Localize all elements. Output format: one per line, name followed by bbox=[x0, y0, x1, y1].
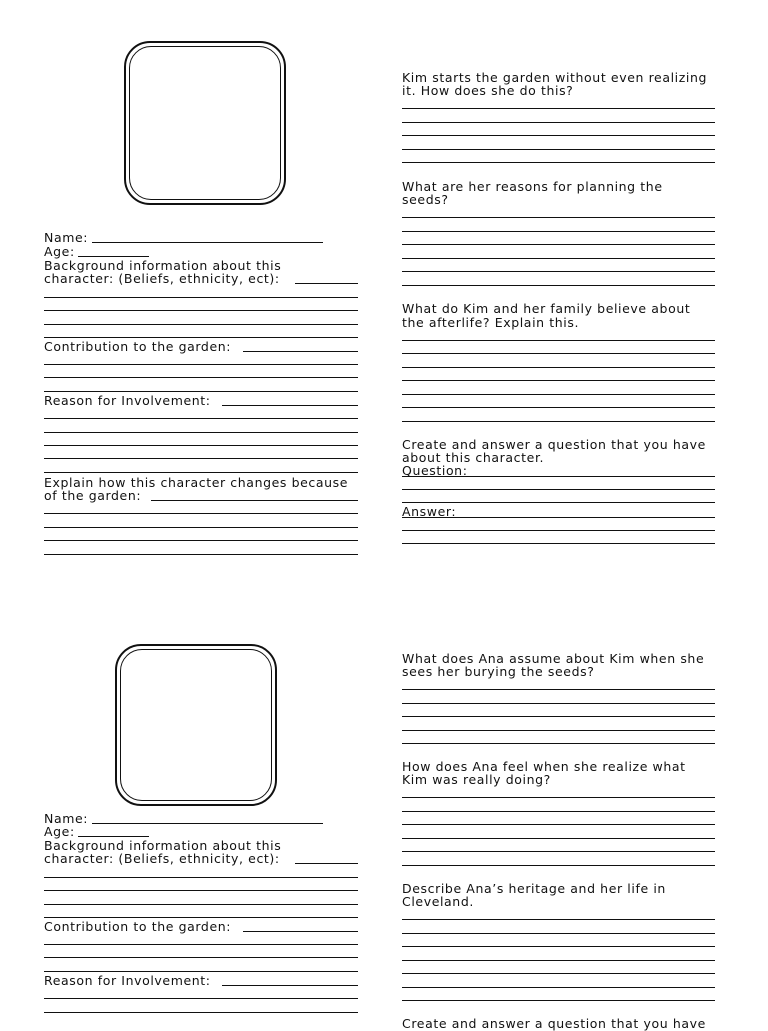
character-portrait-box-2 bbox=[115, 644, 277, 806]
s1-question-2a: What are her reasons for planning the bbox=[402, 179, 663, 194]
contribution-label-1: Contribution to the garden: bbox=[44, 339, 232, 354]
answer-line[interactable] bbox=[44, 472, 358, 473]
s2-question-1a: What does Ana assume about Kim when she bbox=[402, 651, 705, 666]
answer-line[interactable] bbox=[44, 1012, 358, 1013]
s2-question-1b: sees her burying the seeds? bbox=[402, 664, 595, 679]
answer-line[interactable] bbox=[402, 489, 715, 490]
s2-question-2a: How does Ana feel when she realize what bbox=[402, 759, 686, 774]
answer-line[interactable] bbox=[402, 244, 715, 245]
background-field-2[interactable] bbox=[295, 863, 358, 864]
background-label-1a: Background information about this bbox=[44, 258, 282, 273]
s2-question-3a: Describe Ana’s heritage and her life in bbox=[402, 881, 666, 896]
answer-line[interactable] bbox=[44, 957, 358, 958]
answer-line[interactable] bbox=[402, 394, 715, 395]
explain-field-1[interactable] bbox=[151, 500, 358, 501]
s2-create-label-a: Create and answer a question that you have bbox=[402, 1016, 706, 1031]
answer-line[interactable] bbox=[44, 297, 358, 298]
answer-line[interactable] bbox=[44, 391, 358, 392]
explain-label-1b: of the garden: bbox=[44, 488, 142, 503]
answer-line[interactable] bbox=[44, 513, 358, 514]
answer-line[interactable] bbox=[44, 418, 358, 419]
age-field-2[interactable] bbox=[78, 836, 149, 837]
answer-line[interactable] bbox=[44, 554, 358, 555]
answer-line[interactable] bbox=[402, 1000, 715, 1001]
s1-question-1b: it. How does she do this? bbox=[402, 83, 574, 98]
answer-line[interactable] bbox=[402, 987, 715, 988]
s1-create-label-b: about this character. bbox=[402, 450, 545, 465]
answer-line[interactable] bbox=[402, 285, 715, 286]
reason-label-1: Reason for Involvement: bbox=[44, 393, 211, 408]
background-field-1[interactable] bbox=[295, 283, 358, 284]
answer-line[interactable] bbox=[44, 364, 358, 365]
answer-line[interactable] bbox=[402, 502, 715, 503]
answer-line[interactable] bbox=[402, 838, 715, 839]
character-portrait-box-1 bbox=[124, 41, 286, 205]
contribution-field-2[interactable] bbox=[243, 931, 358, 932]
answer-line[interactable] bbox=[44, 944, 358, 945]
name-field-1[interactable] bbox=[92, 242, 323, 243]
age-label-1: Age: bbox=[44, 244, 75, 259]
answer-line[interactable] bbox=[402, 851, 715, 852]
answer-line[interactable] bbox=[44, 324, 358, 325]
name-label-1: Name: bbox=[44, 230, 89, 245]
contribution-label-2: Contribution to the garden: bbox=[44, 919, 232, 934]
s1-question-3b: the afterlife? Explain this. bbox=[402, 315, 580, 330]
s1-question-2b: seeds? bbox=[402, 192, 449, 207]
answer-line[interactable] bbox=[402, 367, 715, 368]
contribution-field-1[interactable] bbox=[243, 351, 358, 352]
answer-line[interactable] bbox=[402, 353, 715, 354]
answer-line[interactable] bbox=[44, 432, 358, 433]
answer-line[interactable] bbox=[44, 445, 358, 446]
answer-line[interactable] bbox=[402, 162, 715, 163]
answer-line[interactable] bbox=[402, 946, 715, 947]
answer-line[interactable] bbox=[402, 122, 715, 123]
background-label-2a: Background information about this bbox=[44, 838, 282, 853]
s1-answer-label: Answer: bbox=[402, 504, 457, 519]
name-label-2: Name: bbox=[44, 811, 89, 826]
answer-line[interactable] bbox=[402, 108, 715, 109]
explain-label-1a: Explain how this character changes because bbox=[44, 475, 349, 490]
background-label-2b: character: (Beliefs, ethnicity, ect): bbox=[44, 851, 280, 866]
s1-answer-field[interactable] bbox=[402, 517, 715, 518]
answer-line[interactable] bbox=[402, 217, 715, 218]
answer-line[interactable] bbox=[402, 919, 715, 920]
s1-create-label-a: Create and answer a question that you have bbox=[402, 437, 706, 452]
answer-line[interactable] bbox=[44, 904, 358, 905]
reason-field-2[interactable] bbox=[222, 985, 358, 986]
s2-question-2b: Kim was really doing? bbox=[402, 772, 551, 787]
answer-line[interactable] bbox=[44, 337, 358, 338]
answer-line[interactable] bbox=[44, 377, 358, 378]
answer-line[interactable] bbox=[44, 458, 358, 459]
answer-line[interactable] bbox=[44, 527, 358, 528]
s1-question-field[interactable] bbox=[402, 476, 715, 477]
s1-question-3a: What do Kim and her family believe about bbox=[402, 301, 691, 316]
reason-field-1[interactable] bbox=[222, 405, 358, 406]
answer-line[interactable] bbox=[402, 421, 715, 422]
age-label-2: Age: bbox=[44, 824, 75, 839]
answer-line[interactable] bbox=[402, 135, 715, 136]
answer-line[interactable] bbox=[402, 543, 715, 544]
answer-line[interactable] bbox=[402, 703, 715, 704]
answer-line[interactable] bbox=[44, 917, 358, 918]
age-field-1[interactable] bbox=[78, 256, 149, 257]
answer-line[interactable] bbox=[402, 730, 715, 731]
s1-question-1a: Kim starts the garden without even realizing bbox=[402, 70, 708, 85]
answer-line[interactable] bbox=[402, 811, 715, 812]
answer-line[interactable] bbox=[402, 933, 715, 934]
answer-line[interactable] bbox=[402, 960, 715, 961]
answer-line[interactable] bbox=[402, 407, 715, 408]
answer-line[interactable] bbox=[44, 971, 358, 972]
answer-line[interactable] bbox=[402, 231, 715, 232]
answer-line[interactable] bbox=[402, 530, 715, 531]
answer-line[interactable] bbox=[402, 340, 715, 341]
answer-line[interactable] bbox=[402, 380, 715, 381]
answer-line[interactable] bbox=[402, 824, 715, 825]
answer-line[interactable] bbox=[402, 258, 715, 259]
answer-line[interactable] bbox=[44, 310, 358, 311]
answer-line[interactable] bbox=[44, 998, 358, 999]
name-field-2[interactable] bbox=[92, 823, 323, 824]
answer-line[interactable] bbox=[402, 865, 715, 866]
answer-line[interactable] bbox=[402, 689, 715, 690]
answer-line[interactable] bbox=[402, 743, 715, 744]
s1-question-label: Question: bbox=[402, 463, 468, 478]
answer-line[interactable] bbox=[402, 716, 715, 717]
reason-label-2: Reason for Involvement: bbox=[44, 973, 211, 988]
answer-line[interactable] bbox=[402, 149, 715, 150]
answer-line[interactable] bbox=[44, 877, 358, 878]
answer-line[interactable] bbox=[44, 540, 358, 541]
answer-line[interactable] bbox=[402, 973, 715, 974]
s2-question-3b: Cleveland. bbox=[402, 894, 474, 909]
background-label-1b: character: (Beliefs, ethnicity, ect): bbox=[44, 271, 280, 286]
answer-line[interactable] bbox=[402, 797, 715, 798]
answer-line[interactable] bbox=[402, 271, 715, 272]
answer-line[interactable] bbox=[44, 890, 358, 891]
